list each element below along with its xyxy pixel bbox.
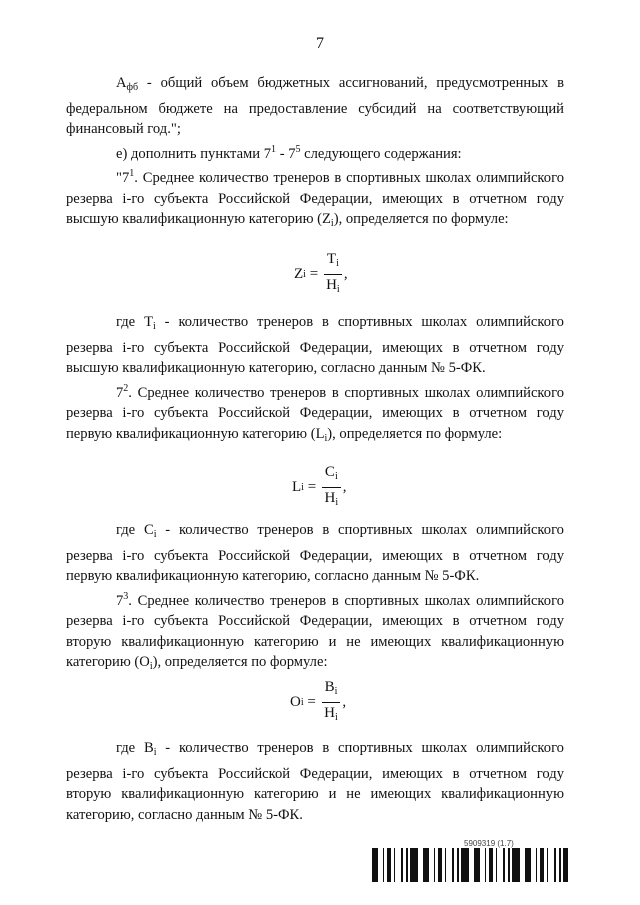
barcode-id-text: 5909319 (1.7) xyxy=(464,839,514,848)
text-block-final xyxy=(66,738,564,825)
barcode-image xyxy=(372,848,570,882)
paragraph-add-points: е) дополнить пунктами $7^1 - 7^5$ следующего содержания: xyxy=(116,143,462,162)
paragraph-ci-definition: где $C_i$ - количество тренеров в спортивных школах олимпийского резерва i-го субъекта Российской Федерации, имеющих в отчетном году первую квалификационную категорию, согласно данным № 5-ФК. xyxy=(66,522,564,584)
paragraph-point-7-3: $7^3$. Среднее количество тренеров в спортивных школах олимпийского резерва i-го субъекта Российской Федерации, имеющих в отчетном году вторую квалификационную категорию и не имеющих квалификационную категорию $(O_i)$, определяется по формуле: xyxy=(66,590,564,672)
text-block-3 xyxy=(66,520,564,678)
document-barcode xyxy=(372,839,572,882)
paragraph-afb-definition: $А_{фб}$ - общий объем бюджетных ассигнований, предусмотренных в федеральном бюджете на предоставление субсидий на соответствующий финансовый год."; xyxy=(66,75,564,137)
paragraph-ti-definition: где $T_i$ - количество тренеров в спортивных школах олимпийского резерва i-го субъекта Российской Федерации, имеющих в отчетном году высшую квалификационную категорию, согласно данным № 5-ФК. xyxy=(66,314,564,376)
paragraph-bi-definition: где $B_i$ - количество тренеров в спортивных школах олимпийского резерва i-го субъекта Российской Федерации, имеющих в отчетном году вторую квалификационную категорию и не имеющих квалификационную категорию, согласно данным № 5-ФК. xyxy=(66,740,564,823)
paragraph-point-7-1: "$7^1$. Среднее количество тренеров в спортивных школах олимпийского резерва i-го субъекта Российской Федерации, имеющих в отчетном году высшую квалификационную категорию $(Z_i)$, определяется по формуле: xyxy=(66,168,564,229)
page-number: 7 xyxy=(316,35,324,52)
paragraph-point-7-2: $7^2$. Среднее количество тренеров в спортивных школах олимпийского резерва i-го субъекта Российской Федерации, имеющих в отчетном году первую квалификационную категорию $(L_i)$, определяется по формуле: xyxy=(66,382,564,444)
text-block-mid xyxy=(66,312,564,449)
text-block-top xyxy=(66,73,564,235)
